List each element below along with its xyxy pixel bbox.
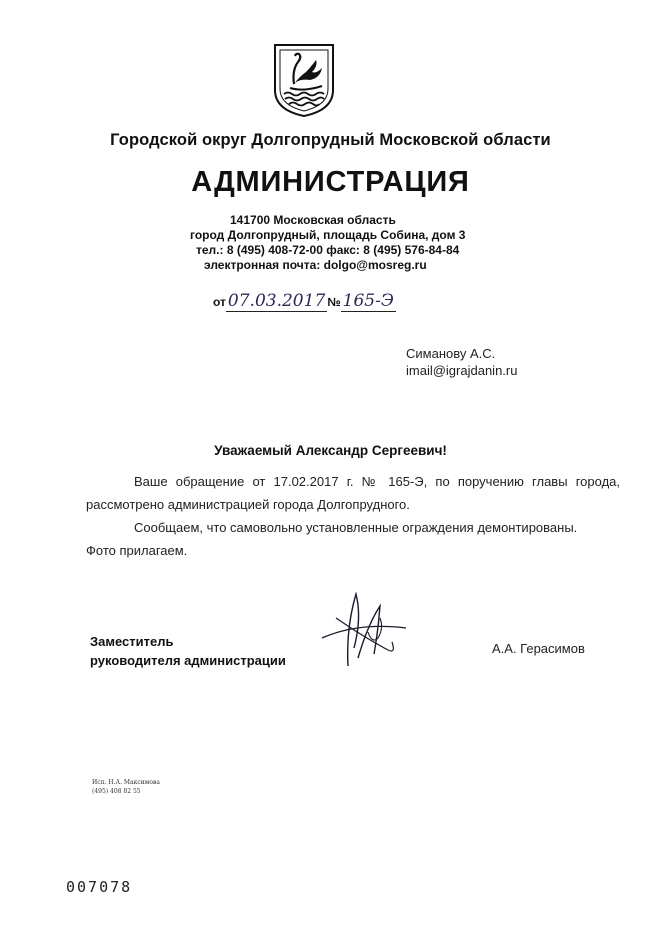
handwritten-signature — [318, 588, 410, 670]
paragraph: Фото прилагаем. — [86, 543, 188, 558]
phone-fax-line: тел.: 8 (495) 408-72-00 факс: 8 (495) 576-84-84 — [196, 243, 460, 257]
position-line: руководителя администрации — [90, 653, 286, 668]
coat-of-arms-icon — [272, 42, 336, 118]
signer-position — [90, 632, 286, 670]
executor-note — [92, 778, 160, 796]
recipient-email: imail@igrajdanin.ru — [406, 363, 518, 378]
recipient-name: Симанову А.С. — [406, 346, 496, 361]
paragraph: Ваше обращение от 17.02.2017 г. № 165-Э, по поручению главы города, рассмотрено администрацией города Долгопрудного. — [86, 474, 620, 512]
signer-name: А.А. Герасимов — [492, 641, 585, 656]
position-line: Заместитель — [90, 634, 174, 649]
address-block — [190, 213, 466, 273]
reference-line — [213, 291, 396, 312]
document-title: АДМИНИСТРАЦИЯ — [191, 166, 470, 198]
executor-phone: (495) 408 82 55 — [92, 788, 141, 795]
paragraph: Сообщаем, что самовольно установленные ограждения демонтированы. — [134, 520, 578, 535]
address-line: город Долгопрудный, площадь Собина, дом 3 — [190, 228, 466, 242]
email-line: электронная почта: dolgo@mosreg.ru — [204, 258, 427, 272]
serial-number: 007078 — [66, 878, 133, 896]
number-prefix: № — [327, 295, 341, 309]
greeting: Уважаемый Александр Сергеевич! — [214, 443, 447, 458]
address-line: 141700 Московская область — [230, 213, 396, 227]
handwritten-date: 07.03.2017 — [227, 291, 326, 311]
organization-name: Городской округ Долгопрудный Московской области — [110, 131, 551, 149]
from-prefix: от — [213, 295, 226, 309]
recipient-block — [406, 345, 517, 379]
handwritten-number: 165-Э — [342, 291, 394, 311]
executor-name: Исп. Н.А. Максимова — [92, 779, 160, 786]
letter-body — [86, 470, 620, 562]
